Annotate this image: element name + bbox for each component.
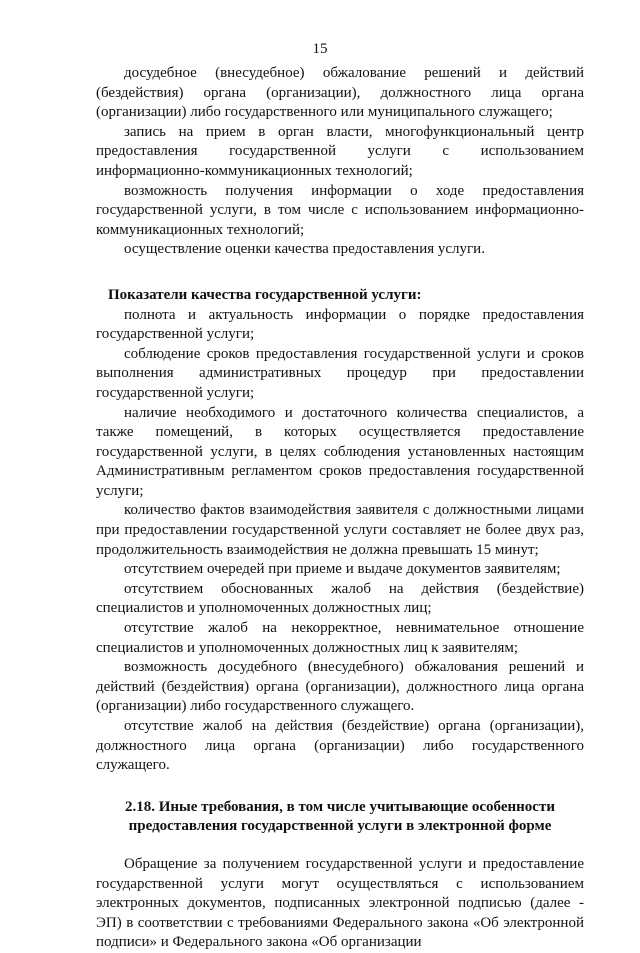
quality-item: отсутствием обоснованных жалоб на действия (бездействие) специалистов и уполномоченных должностных лиц; [96,580,584,617]
quality-item: наличие необходимого и достаточного количества специалистов, а также помещений, в которых осуществляется предоставление государственной услуги, в целях соблюдения установленных настоящим Административным регламентом сроков предоставления государственной услуги; [96,404,584,499]
quality-item: количество фактов взаимодействия заявителя с должностными лицами при предоставлении государственной услуги составляет не более двух раз, продолжительность взаимодействия не должна превышать 15 минут; [96,502,584,558]
paragraph-progress-info: возможность получения информации о ходе предоставления государственной услуги, в том числе с использованием информационно-коммуникационных технологий; [96,182,584,238]
quality-heading: Показатели качества государственной услуги: [108,286,422,303]
page-content [96,64,584,953]
quality-item: соблюдение сроков предоставления государственной услуги и сроков выполнения административных процедур при предоставлении государственной услуги; [96,345,584,401]
page-number: 15 [312,41,328,57]
paragraph-appeal: досудебное (внесудебное) обжалование решений и действий (бездействия) органа (организации), должностного лица органа (организации) либо государственного или муниципального служащего; [96,65,584,121]
paragraph-appointment: запись на прием в орган власти, многофункциональный центр предоставления государственной услуги с использованием информационно-коммуникационных технологий; [96,123,584,179]
paragraph-quality-assessment: осуществление оценки качества предоставления услуги. [124,241,485,258]
quality-item: отсутствие жалоб на действия (бездействие) органа (организации), должностного лица органа (организации) либо государственного служащего. [96,718,584,774]
quality-item: отсутствием очередей при приеме и выдаче документов заявителям; [124,561,561,578]
quality-item: отсутствие жалоб на некорректное, невнимательное отношение специалистов и уполномоченных должностных лиц к заявителям; [96,620,584,656]
section-heading-2-18: 2.18. Иные требования, в том числе учитывающие особенности предоставления государственной услуги в электронной форме [125,798,555,835]
paragraph-electronic-docs: Обращение за получением государственной услуги и предоставление государственной услуги могут осуществляться с использованием электронных документов, подписанных электронной подписью (далее - ЭП) в соответствии с требованиями Федерального закона «Об электронной подписи» и Федерального закона «Об организации [96,855,584,951]
quality-item: полнота и актуальность информации о порядке предоставления государственной услуги; [96,306,584,343]
quality-item: возможность досудебного (внесудебного) обжалования решений и действий (бездействия) органа (организации), должностного лица органа (организации) либо государственного служащего. [96,659,584,715]
